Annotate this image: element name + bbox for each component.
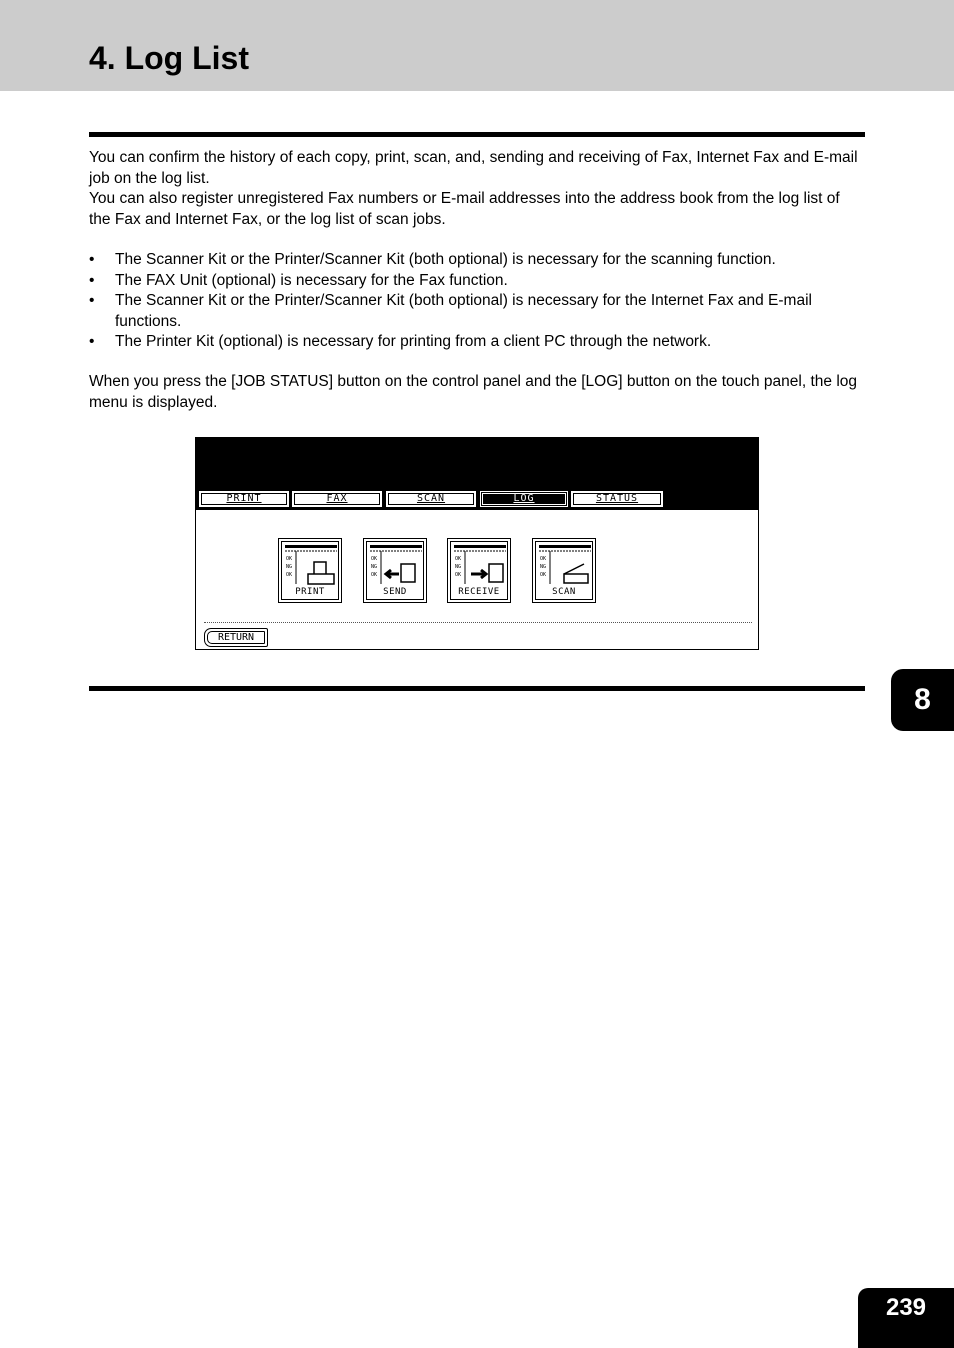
return-button[interactable] [204,628,268,647]
svg-text:OK: OK [540,556,547,562]
bullet-marker: • [89,333,95,350]
scan-log-icon [538,544,592,590]
tab-print[interactable]: PRINT [199,491,289,507]
panel-divider [204,622,752,623]
button-label: SCAN [552,587,576,597]
svg-text:OK: OK [286,572,293,578]
svg-text:NG: NG [455,564,462,570]
chapter-tab: 8 [891,669,954,731]
list-item [89,250,865,271]
list-item-text: The Printer Kit (optional) is necessary for printing from a client PC through the network. [115,333,712,350]
closing-paragraph: When you press the [JOB STATUS] button on the control panel and the [LOG] button on the touch panel, the log menu is displayed. [89,373,858,411]
tab-scan[interactable]: SCAN [386,491,476,507]
tab-fax[interactable]: FAX [292,491,382,507]
list-item-text: The Scanner Kit or the Printer/Scanner Kit (both optional) is necessary for the scanning function. [115,251,776,268]
intro-text [89,148,865,230]
svg-text:NG: NG [286,564,293,570]
svg-text:OK: OK [371,572,378,578]
requirements-list [89,250,865,353]
receive-log-icon [453,544,507,590]
page-title: 4. Log List [89,40,249,76]
touch-panel-screenshot [195,437,759,650]
svg-text:OK: OK [455,556,462,562]
log-send-button[interactable] [363,538,427,603]
button-label: RECEIVE [458,587,500,597]
svg-text:NG: NG [371,564,378,570]
list-item-text: The Scanner Kit or the Printer/Scanner Kit (both optional) is necessary for the Internet Fax and E-mail functions. [115,292,812,330]
tab-status[interactable]: STATUS [571,491,663,507]
intro-paragraph: You can confirm the history of each copy, print, scan, and, sending and receiving of Fax, Internet Fax and E-mail job on the log list. [89,149,858,187]
section-rule-bottom [89,686,865,691]
print-log-icon [284,544,338,590]
list-item-text: The FAX Unit (optional) is necessary for the Fax function. [115,271,508,289]
list-item [89,271,865,292]
svg-text:OK: OK [371,556,378,562]
bullet-marker: • [89,292,95,309]
log-receive-button[interactable] [447,538,511,603]
button-label: PRINT [295,587,325,597]
bullet-marker: • [89,251,95,268]
list-item [89,332,865,353]
send-log-icon [369,544,423,590]
page-number: 239 [858,1288,954,1348]
button-label: SEND [383,587,407,597]
return-label: RETURN [207,631,265,644]
bullet-marker: • [89,271,95,289]
section-rule-top [89,132,865,137]
tab-log[interactable]: LOG [480,491,568,507]
intro-paragraph: You can also register unregistered Fax numbers or E-mail addresses into the address book from the log list of the Fax and Internet Fax, or the log list of scan jobs. [89,190,840,228]
svg-text:OK: OK [455,572,462,578]
svg-text:NG: NG [540,564,547,570]
svg-text:OK: OK [540,572,547,578]
log-print-button[interactable] [278,538,342,603]
svg-text:OK: OK [286,556,293,562]
list-item [89,291,865,332]
log-scan-button[interactable] [532,538,596,603]
